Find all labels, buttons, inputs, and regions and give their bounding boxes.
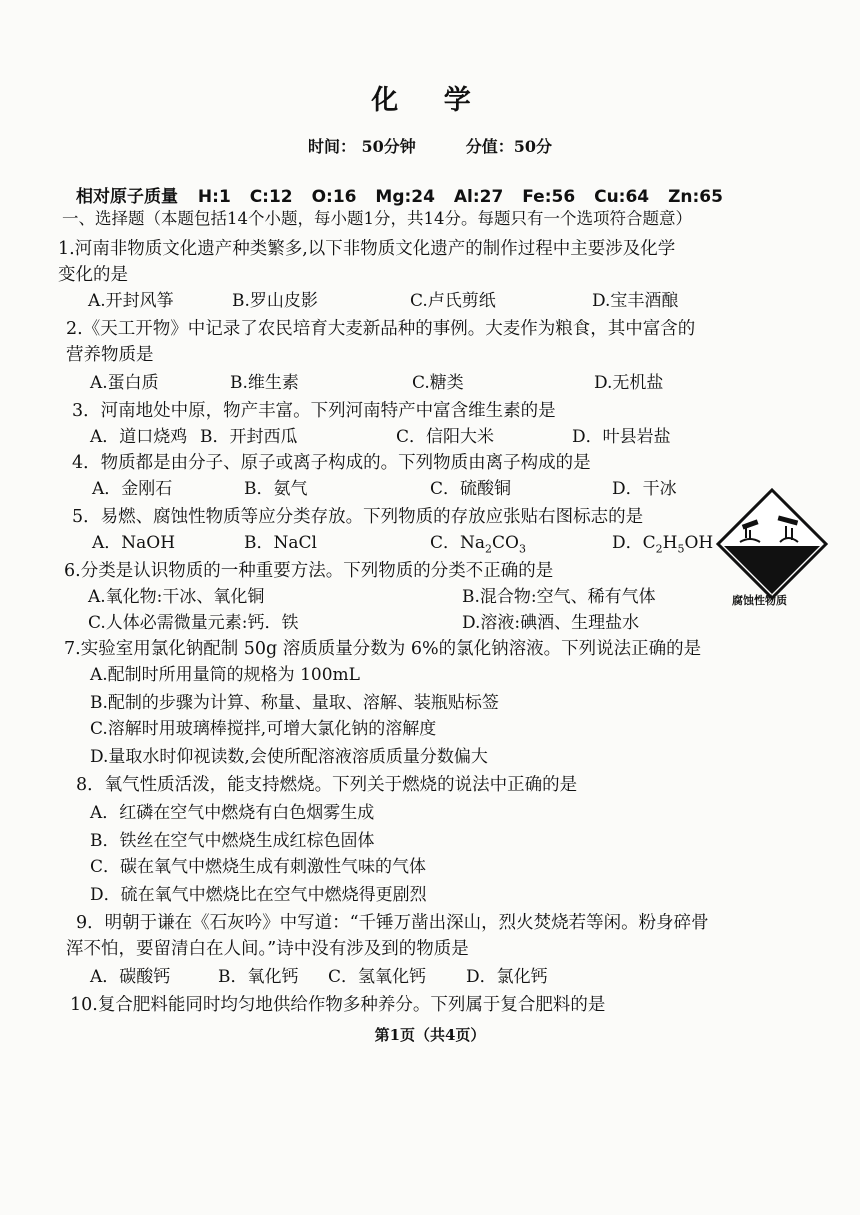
- q6-stem: 6.分类是认识物质的一种重要方法。下列物质的分类不正确的是: [64, 561, 554, 581]
- q5-stem: 5．易燃、腐蚀性物质等应分类存放。下列物质的存放应张贴右图标志的是: [72, 507, 644, 527]
- q4-option-d: D．干冰: [612, 479, 677, 499]
- score-label: 分值：50分: [465, 137, 553, 156]
- q7-option-d: D.量取水时仰视读数,会使所配溶液溶质质量分数偏大: [90, 747, 488, 767]
- hazard-caption: 腐蚀性物质: [732, 594, 787, 607]
- atomic-mass-al: Al:27: [453, 187, 504, 207]
- atomic-mass-zn: Zn:65: [668, 187, 723, 207]
- q8-option-b: B．铁丝在空气中燃烧生成红棕色固体: [90, 831, 375, 851]
- atomic-mass-c: C:12: [249, 187, 293, 207]
- q1-stem-line2: 变化的是: [58, 265, 128, 285]
- q9-option-c: C．氢氧化钙: [328, 967, 427, 987]
- q5-option-d: D．$C_2H_5OH$: [612, 533, 714, 556]
- q9-option-d: D．氯化钙: [466, 967, 548, 987]
- q1-option-b: B.罗山皮影: [232, 291, 318, 311]
- q9-stem-line2: 浑不怕，要留清白在人间。”诗中没有涉及到的物质是: [66, 939, 469, 959]
- q4-option-c: C．硫酸铜: [430, 479, 512, 499]
- q3-option-d: D．叶县岩盐: [572, 427, 671, 447]
- q9-option-b: B．氧化钙: [218, 967, 299, 987]
- q9-option-a: A．碳酸钙: [90, 967, 171, 987]
- q2-stem-line1: 2.《天工开物》中记录了农民培育大麦新品种的事例。大麦作为粮食，其中富含的: [66, 319, 696, 339]
- q8-stem: 8．氧气性质活泼，能支持燃烧。下列关于燃烧的说法中正确的是: [76, 775, 578, 795]
- q1-stem-line1: 1.河南非物质文化遗产种类繁多,以下非物质文化遗产的制作过程中主要涉及化学: [58, 239, 676, 259]
- atomic-mass-h: H:1: [197, 187, 231, 207]
- q7-option-c: C.溶解时用玻璃棒搅拌,可增大氯化钠的溶解度: [90, 719, 437, 739]
- q3-option-b: B．开封西瓜: [200, 427, 298, 447]
- q9-stem-line1: 9．明朝于谦在《石灰吟》中写道：“千锤万凿出深山，烈火焚烧若等闲。粉身碎骨: [76, 913, 709, 933]
- q4-option-a: A．金刚石: [92, 479, 173, 499]
- q8-option-d: D．硫在氧气中燃烧比在空气中燃烧得更剧烈: [90, 885, 427, 905]
- q2-option-d: D.无机盐: [594, 373, 664, 393]
- q6-option-b: B.混合物:空气、稀有气体: [462, 587, 656, 607]
- q5-option-a: A．NaOH: [92, 533, 176, 553]
- q3-option-c: C．信阳大米: [396, 427, 495, 447]
- q4-option-b: B．氨气: [244, 479, 308, 499]
- q8-option-c: C．碳在氧气中燃烧生成有刺激性气味的气体: [90, 857, 427, 877]
- page-title: 化 学: [371, 85, 489, 116]
- time-label: 时间： 50分钟: [307, 137, 416, 156]
- section-heading: 一、选择题（本题包括14个小题，每小题1分，共14分。每题只有一个选项符合题意）: [62, 209, 692, 228]
- q6-option-d: D.溶液:碘酒、生理盐水: [462, 613, 640, 633]
- q7-option-b: B.配制的步骤为计算、称量、量取、溶解、装瓶贴标签: [90, 693, 499, 713]
- q6-option-a: A.氧化物:干冰、氧化铜: [88, 587, 265, 607]
- atomic-mass-fe: Fe:56: [522, 187, 576, 207]
- q7-option-a: A.配制时所用量筒的规格为 100mL: [90, 665, 360, 685]
- atomic-mass-o: O:16: [311, 187, 357, 207]
- q3-stem: 3．河南地处中原，物产丰富。下列河南特产中富含维生素的是: [72, 401, 556, 421]
- atomic-masses: [76, 182, 736, 207]
- page-footer: 第1页（共4页）: [374, 1026, 486, 1044]
- q1-option-a: A.开封风筝: [88, 291, 174, 311]
- q5-option-c: C．$Na_2CO_3$: [430, 533, 526, 556]
- q10-stem: 10.复合肥料能同时均匀地供给作物多种养分。下列属于复合肥料的是: [70, 995, 606, 1015]
- q2-option-b: B.维生素: [230, 373, 299, 393]
- q6-option-c: C.人体必需微量元素:钙．铁: [88, 613, 299, 633]
- q1-option-d: D.宝丰酒酿: [592, 291, 679, 311]
- q2-option-a: A.蛋白质: [90, 373, 159, 393]
- atomic-mass-mg: Mg:24: [375, 187, 435, 207]
- atomic-masses-label: 相对原子质量: [76, 187, 178, 207]
- q8-option-a: A．红磷在空气中燃烧有白色烟雾生成: [90, 803, 375, 823]
- exam-meta: [0, 134, 860, 157]
- corrosive-hazard-icon: [716, 488, 828, 606]
- q3-option-a: A．道口烧鸡: [90, 427, 188, 447]
- q4-stem: 4．物质都是由分子、原子或离子构成的。下列物质由离子构成的是: [72, 453, 591, 473]
- q2-option-c: C.糖类: [412, 373, 464, 393]
- atomic-mass-cu: Cu:64: [594, 187, 650, 207]
- q5-option-b: B．NaCl: [244, 533, 317, 553]
- q1-option-c: C.卢氏剪纸: [410, 291, 496, 311]
- q7-stem: 7.实验室用氯化钠配制 50g 溶质质量分数为 6%的氯化钠溶液。下列说法正确的是: [64, 639, 702, 659]
- q2-stem-line2: 营养物质是: [66, 345, 154, 365]
